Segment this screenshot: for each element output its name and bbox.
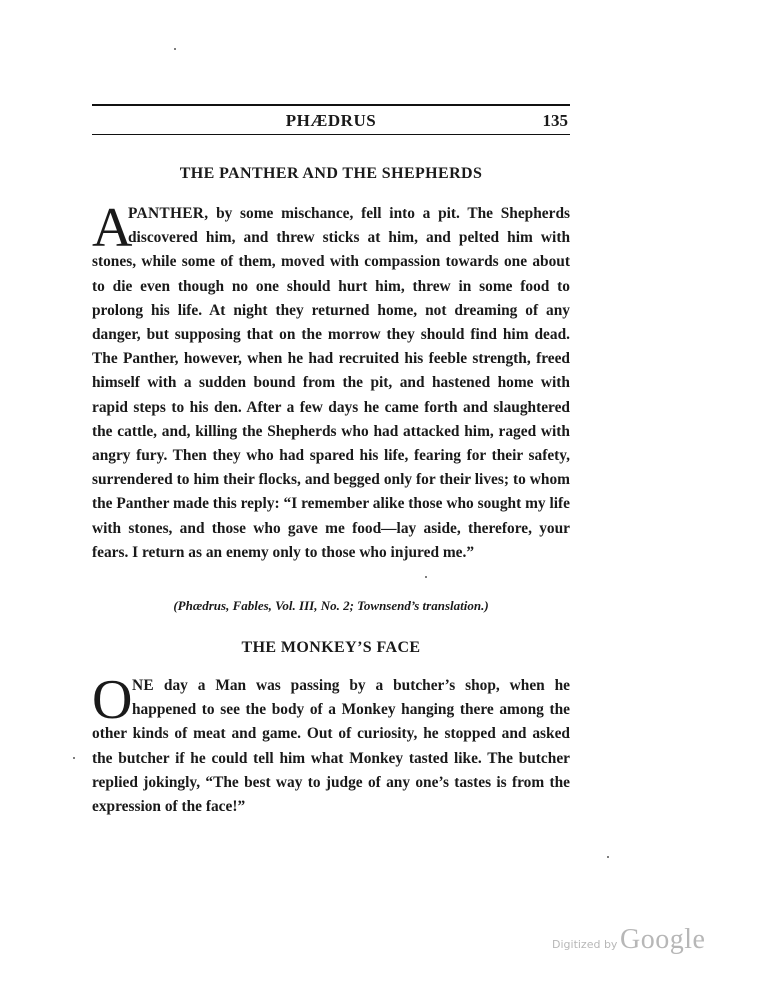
watermark-prefix: Digitized by [552,938,618,951]
lead-word-monkey: NE [132,677,154,694]
header-rule-bottom [92,134,570,135]
story-body-panther [92,197,570,565]
digitized-watermark [552,924,722,960]
story-body-monkey [92,669,570,819]
body-text-panther: by some mischance, fell into a pit. The Shepherds discovered him, and threw sticks at him, and pelted him with stones, while some of them, moved with compassion towards one about to die even though no one should hurt him, threw in some food to prolong his life. At night they returned home, not dreaming of any danger, but supposing that on the morrow they should find him dead. The Panther, however, when he had recruited his feeble strength, freed himself with a sudden bound from the pit, and hastened home with rapid steps to his den. After a few days he came forth and slaughtered the cattle, and, killing the Shepherds who had attacked him, raged with angry fury. Then they who had spared his life, fearing for their safety, surrendered to him their flocks, and begged only for their lives; to whom the Panther made this reply: “I remember alike those who sought my life with stones, and those who gave me food—lay aside, therefore, your fears. I return as an enemy only to those who injured me.” [92,205,570,561]
running-head [92,111,570,133]
body-text-monkey: day a Man was passing by a butcher’s shop, when he happened to see the body of a Monkey hanging there among the other kinds of meat and game. Out of curiosity, he stopped and asked the butcher if he could tell him what Monkey tasted like. The butcher replied jokingly, “The best way to judge of any one’s tastes is from the expression of the face!” [92,677,570,816]
story-title-monkey: THE MONKEY’S FACE [241,639,421,656]
page-number: 135 [542,111,568,130]
lead-word-panther: PANTHER, [128,205,209,222]
scan-speck [425,576,427,578]
scan-speck [607,856,609,858]
header-rule-top [92,104,570,106]
running-title: PHÆDRUS [285,111,377,130]
scan-speck [73,757,75,759]
citation: (Phædrus, Fables, Vol. III, No. 2; Townsend’s translation.) [173,598,489,613]
google-logo: Google [620,924,706,955]
drop-cap-o: O [92,669,133,731]
story-title-panther: THE PANTHER AND THE SHEPHERDS [179,165,483,182]
drop-cap-a: A [92,197,133,259]
scan-speck [174,48,176,50]
